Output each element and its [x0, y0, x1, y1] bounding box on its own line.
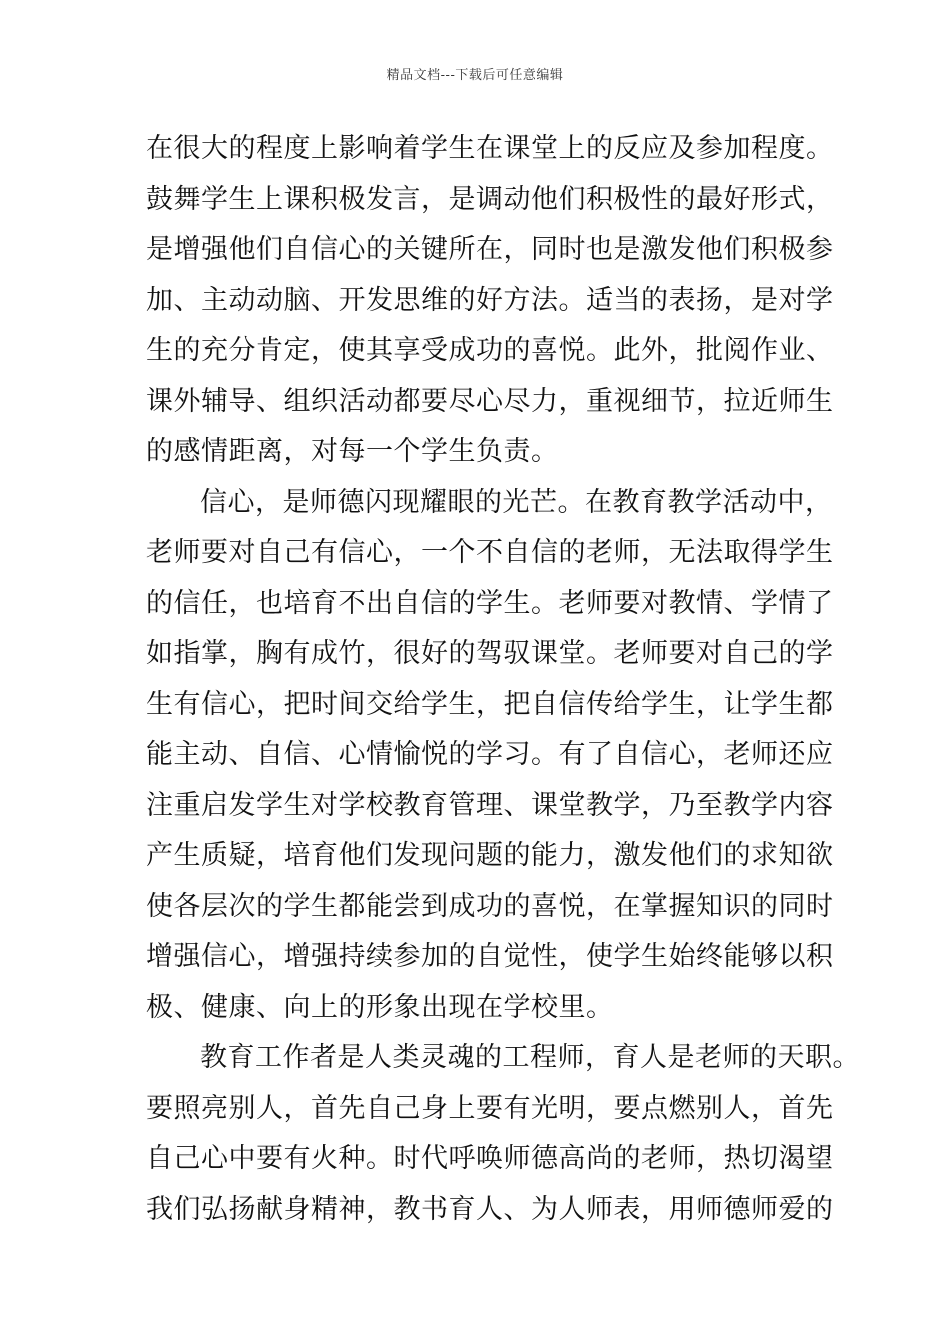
- text-line: 注重启发学生对学校教育管理、课堂教学，乃至教学内容: [146, 789, 834, 821]
- text-line: 的信任，也培育不出自信的学生。老师要对教情、学情了: [146, 587, 834, 619]
- text-line: 生有信心，把时间交给学生，把自信传给学生，让学生都: [146, 688, 834, 720]
- text-line: 能主动、自信、心情愉悦的学习。有了自信心，老师还应: [146, 739, 834, 770]
- text-line: 加、主动动脑、开发思维的好方法。适当的表扬，是对学: [146, 284, 834, 316]
- paragraph-start-line: 教育工作者是人类灵魂的工程师，育人是老师的天职。: [200, 1042, 860, 1073]
- text-line: 使各层次的学生都能尝到成功的喜悦，在掌握知识的同时: [146, 890, 834, 922]
- text-line: 增强信心，增强持续参加的自觉性，使学生始终能够以积: [146, 941, 834, 972]
- text-line: 是增强他们自信心的关键所在，同时也是激发他们积极参: [146, 234, 834, 265]
- text-line: 生的充分肯定，使其享受成功的喜悦。此外，批阅作业、: [146, 335, 834, 366]
- text-line: 如指掌，胸有成竹，很好的驾驭课堂。老师要对自己的学: [146, 638, 834, 669]
- text-line: 产生质疑，培育他们发现问题的能力，激发他们的求知欲: [146, 840, 834, 871]
- paragraph-start-line: 信心，是师德闪现耀眼的光芒。在教育教学活动中，: [200, 486, 833, 518]
- text-line: 要照亮别人，首先自己身上要有光明，要点燃别人，首先: [146, 1092, 834, 1124]
- text-line: 我们弘扬献身精神，教书育人、为人师表，用师德师爱的: [146, 1193, 834, 1225]
- text-line: 鼓舞学生上课积极发言，是调动他们积极性的最好形式，: [146, 183, 834, 215]
- text-line: 自己心中要有火种。时代呼唤师德高尚的老师，热切渴望: [146, 1143, 834, 1174]
- text-line: 在很大的程度上影响着学生在课堂上的反应及参加程度。: [146, 133, 834, 164]
- text-line: 的感情距离，对每一个学生负责。: [146, 436, 559, 467]
- text-line: 老师要对自己有信心，一个不自信的老师，无法取得学生: [146, 537, 834, 568]
- text-line: 课外辅导、组织活动都要尽心尽力，重视细节，拉近师生: [146, 385, 834, 417]
- body-text: [146, 124, 860, 1235]
- page-header: 精品文档---下载后可任意编辑: [386, 68, 564, 83]
- text-line: 极、健康、向上的形象出现在学校里。: [146, 991, 614, 1023]
